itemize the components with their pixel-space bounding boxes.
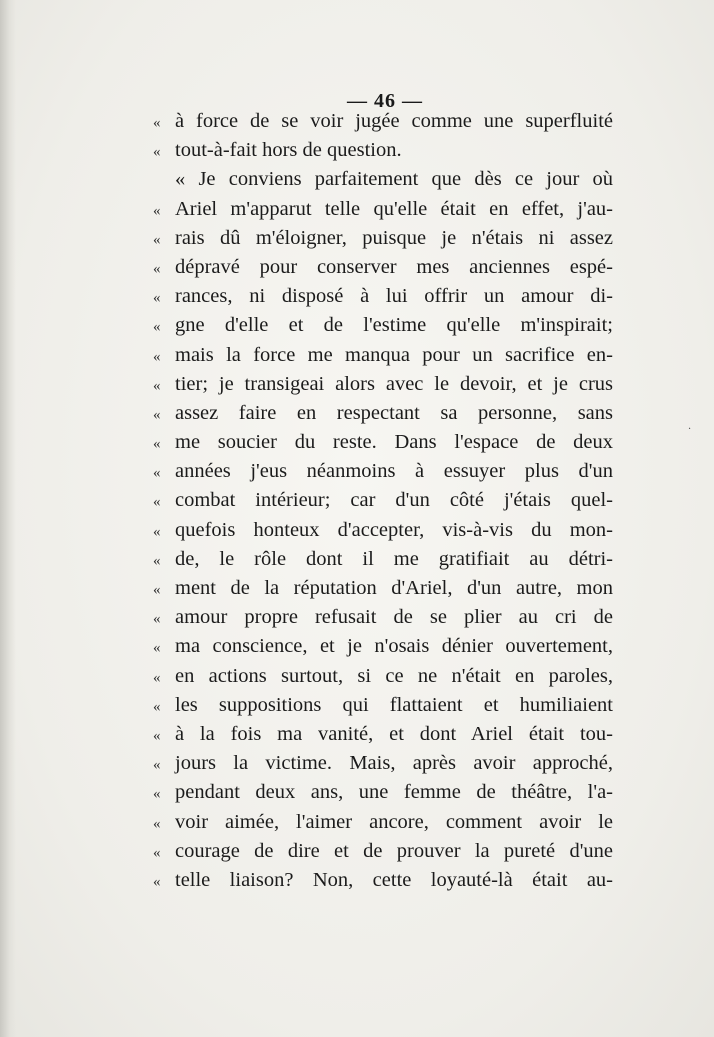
text-line — [153, 781, 613, 810]
line-text: me soucier du reste. Dans l'espace de deux — [175, 431, 613, 454]
line-text: tier; je transigeai alors avec le devoir, et je crus — [175, 372, 613, 395]
quote-mark: « — [153, 873, 161, 890]
text-line — [153, 606, 613, 635]
text-line — [153, 344, 613, 373]
line-text: rances, ni disposé à lui offrir un amour di- — [175, 285, 613, 308]
quote-mark: « — [153, 115, 161, 131]
quote-mark: « — [153, 669, 161, 686]
text-line — [153, 635, 613, 664]
text-line — [153, 314, 613, 343]
line-text: en actions surtout, si ce ne n'était en paroles, — [175, 664, 613, 687]
quote-mark: « — [153, 319, 161, 336]
text-line — [153, 431, 613, 460]
line-text: gne d'elle et de l'estime qu'elle m'inspirait; — [175, 314, 613, 337]
quote-mark: « — [153, 640, 161, 657]
quote-mark: « — [153, 582, 161, 598]
quote-mark: « — [153, 231, 161, 248]
line-text: de, le rôle dont il me gratifiait au détri- — [175, 547, 613, 570]
text-line — [153, 752, 613, 781]
quote-mark: « — [153, 348, 161, 365]
margin-mark: · — [688, 424, 692, 435]
quote-mark: « — [153, 757, 161, 774]
text-line — [153, 519, 613, 548]
text-line — [153, 811, 613, 840]
text-line — [153, 139, 613, 168]
text-line — [153, 198, 613, 227]
text-line — [153, 402, 613, 431]
text-line — [153, 373, 613, 402]
line-text: les suppositions qui flattaient et humiliaient — [175, 693, 613, 716]
quote-mark: « — [153, 436, 161, 453]
text-line — [153, 110, 613, 139]
line-text: ment de la réputation d'Ariel, d'un autre, mon — [175, 577, 613, 599]
quote-mark: « — [153, 727, 161, 744]
line-text: à force de se voir jugée comme une superfluité — [175, 110, 613, 132]
text-line — [153, 548, 613, 577]
quote-mark: « — [153, 815, 161, 832]
quote-mark: « — [153, 786, 161, 803]
line-text: quefois honteux d'accepter, vis-à-vis du mon- — [175, 518, 613, 541]
text-line — [153, 723, 613, 752]
quote-mark: « — [153, 202, 161, 219]
text-line — [153, 460, 613, 489]
line-text: rais dû m'éloigner, puisque je n'étais ni assez — [175, 226, 613, 249]
text-line — [153, 577, 613, 606]
text-line — [153, 256, 613, 285]
line-text: jours la victime. Mais, après avoir approché, — [175, 752, 613, 775]
text-line — [153, 227, 613, 256]
quote-mark: « — [153, 144, 161, 161]
page-number: — 46 — — [347, 90, 423, 112]
quote-mark: « — [153, 290, 161, 307]
quote-mark: « — [153, 494, 161, 511]
quote-mark: « — [153, 523, 161, 540]
text-line — [153, 840, 613, 869]
line-text: combat intérieur; car d'un côté j'étais quel- — [175, 489, 613, 512]
page-gutter-shadow — [0, 0, 16, 1037]
quote-mark: « — [153, 465, 161, 482]
quote-mark: « — [153, 406, 161, 423]
line-text: dépravé pour conserver mes anciennes espé- — [175, 255, 613, 278]
text-line — [153, 168, 613, 197]
line-text: Ariel m'apparut telle qu'elle était en effet, j'au- — [175, 197, 613, 220]
line-text: amour propre refusait de se plier au cri de — [175, 606, 613, 629]
line-text: mais la force me manqua pour un sacrifice en- — [175, 343, 613, 366]
quote-mark: « — [153, 260, 161, 277]
line-text: années j'eus néanmoins à essuyer plus d'un — [175, 460, 613, 483]
text-line — [153, 285, 613, 314]
line-text: ma conscience, et je n'osais dénier ouvertement, — [175, 635, 613, 658]
text-line — [153, 869, 613, 898]
quote-mark: « — [153, 698, 161, 715]
line-text: voir aimée, l'aimer ancore, comment avoir le — [175, 810, 613, 833]
line-text: « Je conviens parfaitement que dès ce jour où — [175, 168, 613, 191]
line-text: telle liaison? Non, cette loyauté-là était au- — [175, 868, 613, 891]
line-text: courage de dire et de prouver la pureté d'une — [175, 839, 613, 862]
body-text — [153, 110, 613, 898]
line-text: à la fois ma vanité, et dont Ariel était tou- — [175, 722, 613, 745]
line-text: pendant deux ans, une femme de théâtre, l'a- — [175, 781, 613, 804]
line-text: tout-à-fait hors de question. — [175, 139, 402, 162]
quote-mark: « — [153, 844, 161, 861]
quote-mark: « — [153, 377, 161, 394]
quote-mark: « — [153, 552, 161, 569]
text-line — [153, 489, 613, 518]
text-line — [153, 694, 613, 723]
line-text: assez faire en respectant sa personne, sans — [175, 401, 613, 424]
quote-mark: « — [153, 611, 161, 628]
text-line — [153, 665, 613, 694]
